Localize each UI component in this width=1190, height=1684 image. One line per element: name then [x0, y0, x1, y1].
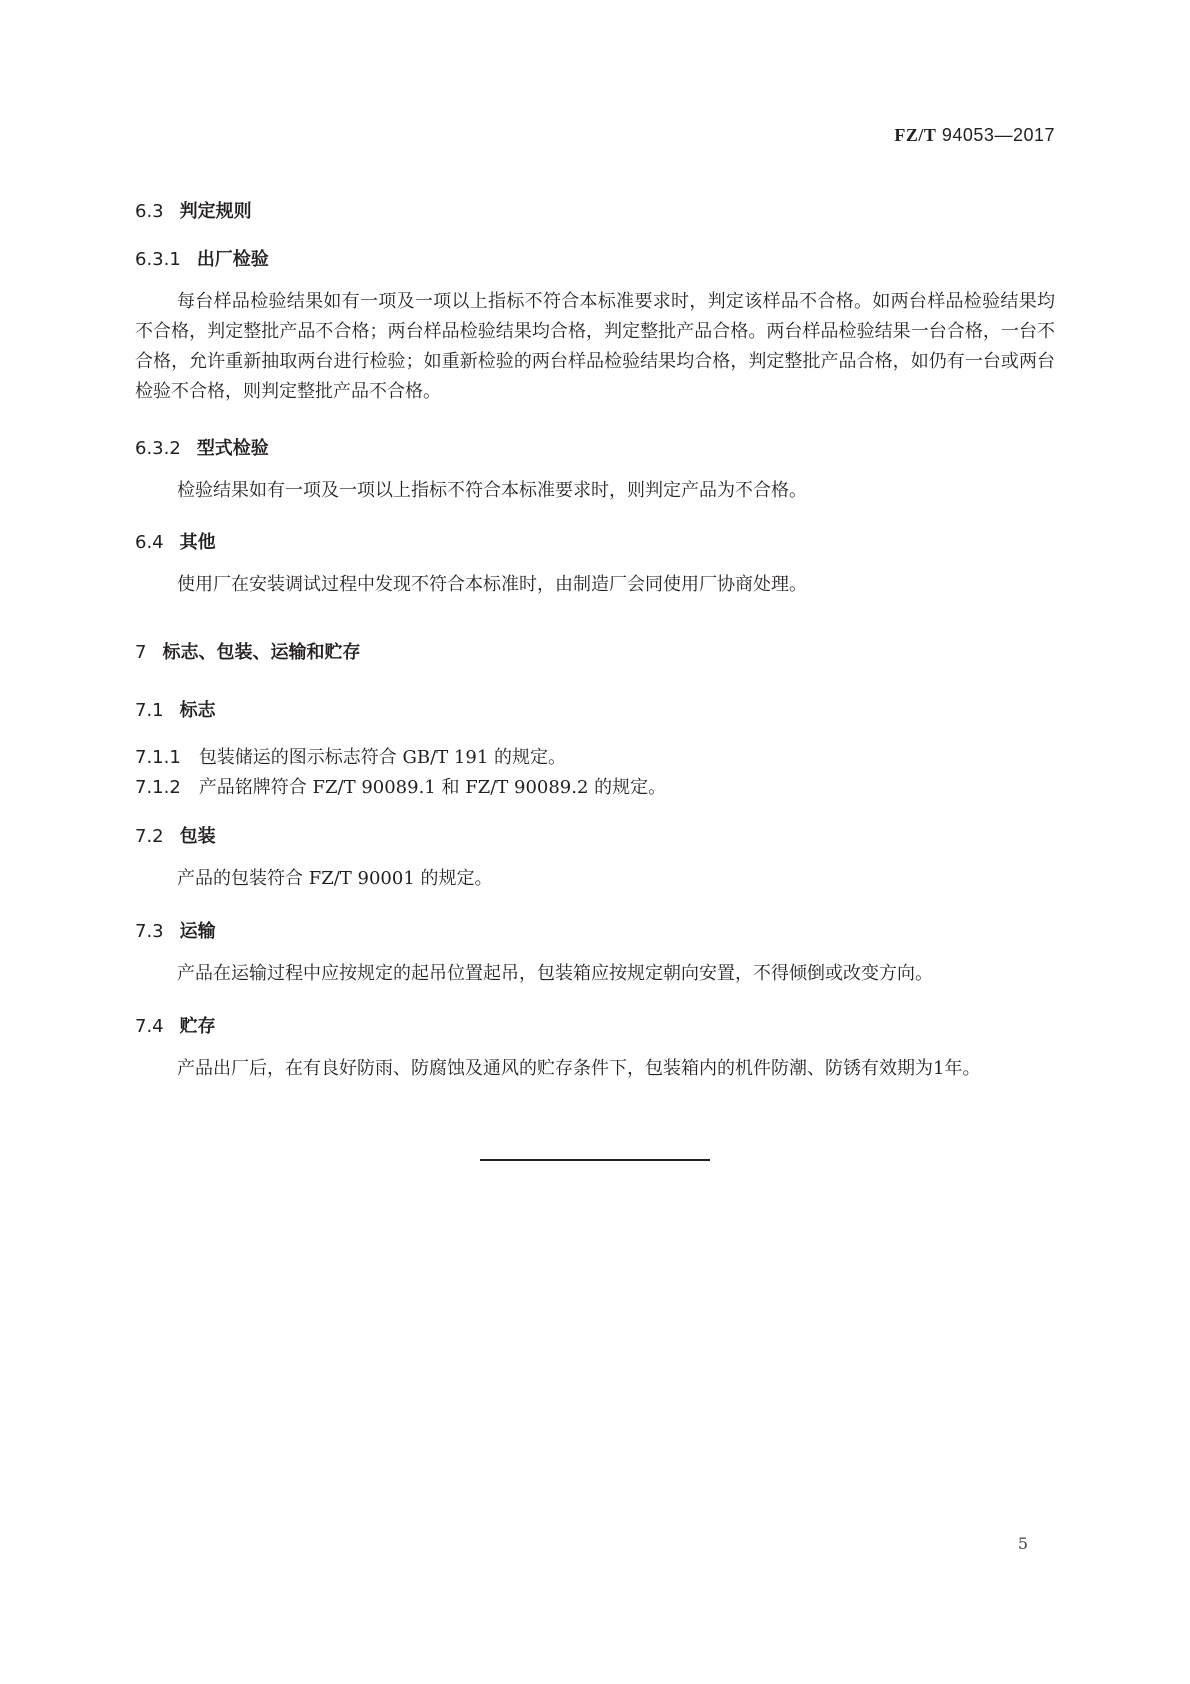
heading-title: 贮存 — [179, 1016, 216, 1037]
heading-title: 运输 — [179, 921, 216, 942]
end-of-document-rule — [480, 1159, 710, 1161]
heading-6-3-1 — [135, 245, 269, 271]
heading-number: 6.3.2 — [135, 438, 181, 459]
heading-title: 标志、包装、运输和贮存 — [162, 642, 361, 663]
heading-title: 其他 — [179, 532, 216, 553]
item-number: 7.1.1 — [135, 747, 181, 768]
paragraph-type-inspection: 检验结果如有一项及一项以上指标不符合本标准要求时，则判定产品为不合格。 — [177, 480, 807, 501]
heading-7 — [135, 638, 360, 664]
heading-7-1 — [135, 696, 216, 722]
heading-title: 型式检验 — [196, 438, 269, 459]
heading-title: 包装 — [179, 826, 216, 847]
standard-code-prefix: FZ/T — [894, 125, 937, 145]
heading-7-2 — [135, 822, 216, 848]
heading-6-3-2 — [135, 434, 269, 460]
heading-6-4 — [135, 528, 216, 554]
paragraph-storage: 产品出厂后，在有良好防雨、防腐蚀及通风的贮存条件下，包装箱内的机件防潮、防锈有效期为1年。 — [177, 1058, 981, 1079]
heading-number: 6.3 — [135, 201, 164, 222]
item-number: 7.1.2 — [135, 777, 181, 798]
paragraph-packaging: 产品的包装符合 FZ/T 90001 的规定。 — [177, 868, 493, 889]
heading-number: 7.3 — [135, 921, 164, 942]
heading-number: 6.4 — [135, 532, 164, 553]
heading-7-3 — [135, 917, 216, 943]
standard-code-number: 94053—2017 — [941, 125, 1055, 145]
paragraph-transport: 产品在运输过程中应按规定的起吊位置起吊，包装箱应按规定朝向安置，不得倾倒或改变方向。 — [177, 963, 933, 984]
heading-title: 判定规则 — [179, 201, 252, 222]
standard-code — [894, 125, 1055, 146]
item-text: 产品铭牌符合 FZ/T 90089.1 和 FZ/T 90089.2 的规定。 — [198, 777, 667, 798]
heading-title: 标志 — [179, 700, 216, 721]
item-7-1-1 — [135, 743, 566, 769]
paragraph-factory-inspection: 每台样品检验结果如有一项及一项以上指标不符合本标准要求时，判定该样品不合格。如两台样品检验结果均不合格，判定整批产品不合格；两台样品检验结果均合格，判定整批产品合格。两台样品检验结果一台合格，一台不合格，允许重新抽取两台进行检验；如重新检验的两台样品检验结果均合格，判定整批产品合格，如仍有一台或两台检验不合格，则判定整批产品不合格。 — [135, 291, 1055, 402]
heading-number: 7 — [135, 642, 147, 663]
item-7-1-2 — [135, 773, 666, 799]
heading-6-3 — [135, 197, 252, 223]
item-text: 包装储运的图示标志符合 GB/T 191 的规定。 — [198, 747, 567, 768]
page-number: 5 — [1017, 1534, 1028, 1553]
paragraph-other: 使用厂在安装调试过程中发现不符合本标准时，由制造厂会同使用厂协商处理。 — [177, 574, 807, 595]
heading-number: 7.4 — [135, 1016, 164, 1037]
heading-number: 6.3.1 — [135, 249, 181, 270]
heading-7-4 — [135, 1012, 216, 1038]
heading-number: 7.2 — [135, 826, 164, 847]
heading-title: 出厂检验 — [196, 249, 269, 270]
heading-number: 7.1 — [135, 700, 164, 721]
